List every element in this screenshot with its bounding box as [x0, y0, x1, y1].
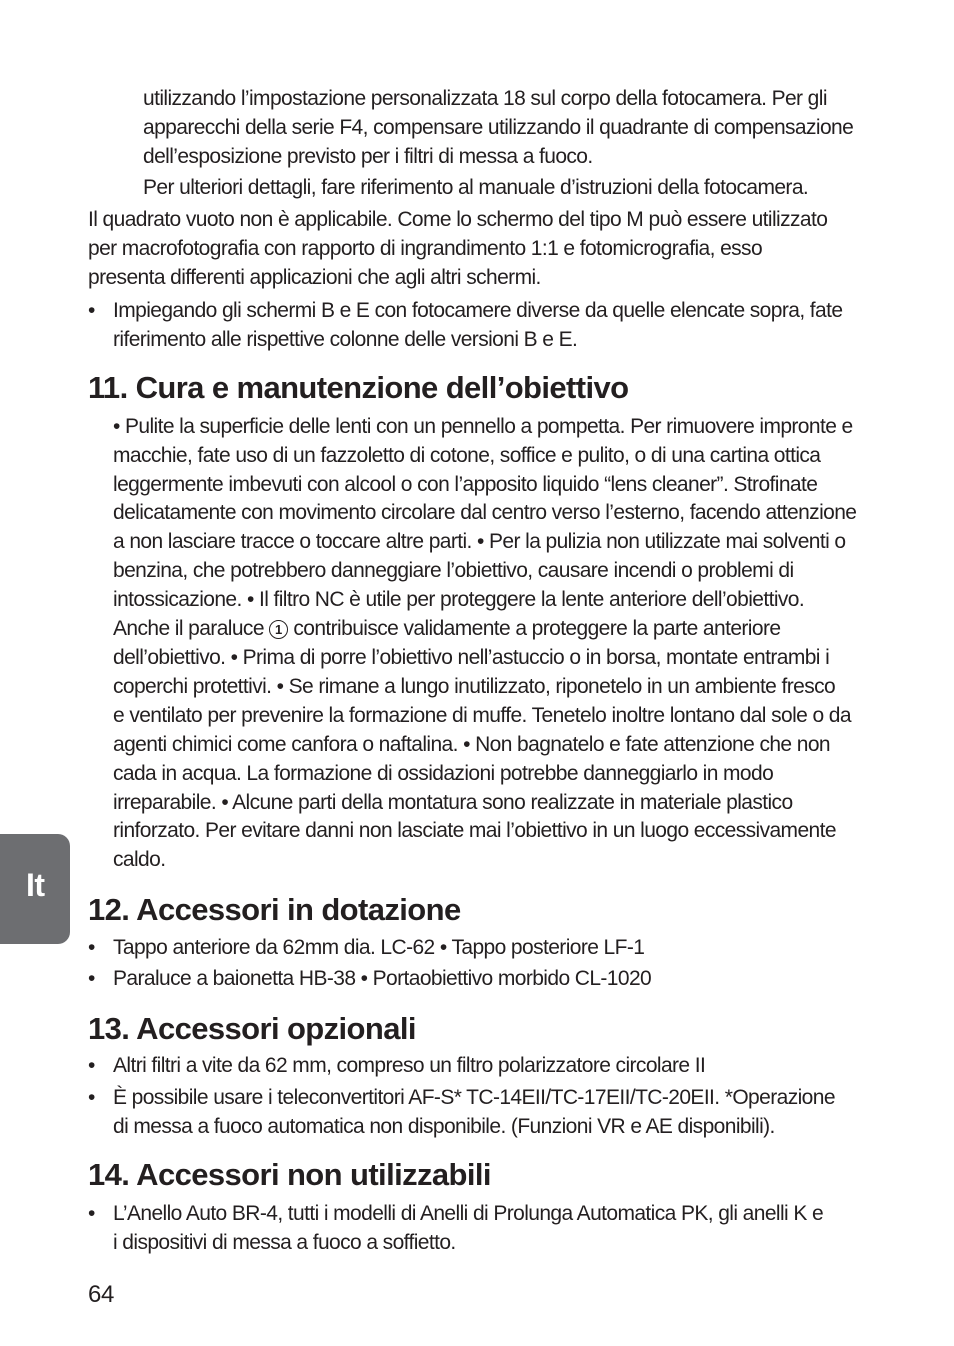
- text-line: • Pulite la superficie delle lenti con un pennello a pompetta. Per rimuovere impronte e: [113, 415, 853, 438]
- text-line: benzina, che potrebbero danneggiare l’obiettivo, causare incendi o problemi di: [113, 559, 794, 582]
- text-line: a non lasciare tracce o toccare altre parti. • Per la pulizia non utilizzate mai solventi o: [113, 530, 846, 553]
- bullet-text-line: Tappo anteriore da 62mm dia. LC-62 • Tappo posteriore LF-1: [113, 936, 645, 959]
- section-12-heading: 12. Accessori in dotazione: [88, 892, 461, 927]
- text-line: dell’obiettivo. • Prima di porre l’obiettivo nell’astuccio o in borsa, montate entrambi i: [113, 646, 830, 669]
- text-line: presenta differenti applicazioni che agli altri schermi.: [88, 266, 541, 289]
- text-line: e ventilato per prevenire la formazione di muffe. Tenetelo inoltre lontano dal sole o da: [113, 704, 851, 727]
- bullet-text-line: Paraluce a baionetta HB-38 • Portaobiettivo morbido CL-1020: [113, 967, 652, 990]
- text-line-with-callout: [113, 614, 780, 643]
- text-line: intossicazione. • Il filtro NC è utile per proteggere la lente anteriore dell’obiettivo.: [113, 588, 805, 611]
- text-line: cada in acqua. La formazione di ossidazioni potrebbe danneggiarlo in modo: [113, 762, 774, 785]
- language-tab-label: It: [26, 867, 45, 903]
- bullet-text-line: i dispositivi di messa a fuoco a soffietto.: [113, 1231, 456, 1254]
- page-number: 64: [88, 1281, 115, 1308]
- bullet-text-line: riferimento alle rispettive colonne delle versioni B e E.: [113, 328, 578, 351]
- text-fragment: contribuisce validamente a proteggere la parte anteriore: [288, 617, 781, 640]
- text-fragment: Anche il paraluce: [113, 617, 270, 640]
- bullet-marker: •: [88, 1086, 95, 1109]
- bullet-text-line: L’Anello Auto BR-4, tutti i modelli di Anelli di Prolunga Automatica PK, gli anelli K e: [113, 1202, 824, 1225]
- bullet-text-line: È possibile usare i teleconvertitori AF-S* TC-14EII/TC-17EII/TC-20EII. *Operazione: [113, 1086, 835, 1109]
- section-11-heading: 11. Cura e manutenzione dell’obiettivo: [88, 370, 629, 405]
- text-line: per macrofotografia con rapporto di ingrandimento 1:1 e fotomicrografia, esso: [88, 237, 763, 260]
- bullet-text-line: Altri filtri a vite da 62 mm, compreso un filtro polarizzatore circolare II: [113, 1054, 706, 1077]
- text-line: leggermente imbevuti con alcool o con l’apposito liquido “lens cleaner”. Strofinate: [113, 473, 818, 496]
- text-line: Per ulteriori dettagli, fare riferimento al manuale d’istruzioni della fotocamera.: [143, 176, 809, 199]
- bullet-marker: •: [88, 1054, 95, 1077]
- text-line: macchie, fate uso di un fazzoletto di cotone, soffice e pulito, o di una cartina ottica: [113, 444, 821, 467]
- text-line: agenti chimici come canfora o naftalina. • Non bagnatelo e fate attenzione che non: [113, 733, 830, 756]
- text-line: Il quadrato vuoto non è applicabile. Come lo schermo del tipo M può essere utilizzato: [88, 208, 828, 231]
- text-line: caldo.: [113, 848, 166, 871]
- section-13-heading: 13. Accessori opzionali: [88, 1011, 416, 1046]
- text-line: dell’esposizione previsto per i filtri di messa a fuoco.: [143, 145, 593, 168]
- bullet-marker: •: [88, 299, 95, 322]
- bullet-text-line: di messa a fuoco automatica non disponibile. (Funzioni VR e AE disponibili).: [113, 1115, 775, 1138]
- bullet-marker: •: [88, 967, 95, 990]
- bullet-marker: •: [88, 1202, 95, 1225]
- bullet-marker: •: [88, 936, 95, 959]
- text-line: rinforzato. Per evitare danni non lasciate mai l’obiettivo in un luogo eccessivamente: [113, 819, 836, 842]
- text-line: apparecchi della serie F4, compensare utilizzando il quadrante di compensazione: [143, 116, 854, 139]
- text-line: coperchi protettivi. • Se rimane a lungo inutilizzato, riponetelo in un ambiente fresco: [113, 675, 836, 698]
- section-14-heading: 14. Accessori non utilizzabili: [88, 1157, 491, 1192]
- bullet-text-line: Impiegando gli schermi B e E con fotocamere diverse da quelle elencate sopra, fate: [113, 299, 843, 322]
- text-line: utilizzando l’impostazione personalizzata 18 sul corpo della fotocamera. Per gli: [143, 87, 827, 110]
- callout-number-1-icon: 1: [269, 620, 288, 639]
- language-tab: [0, 834, 70, 944]
- text-line: irreparabile. • Alcune parti della montatura sono realizzate in materiale plastico: [113, 791, 793, 814]
- text-line: delicatamente con movimento circolare dal centro verso l’esterno, facendo attenzione: [113, 501, 857, 524]
